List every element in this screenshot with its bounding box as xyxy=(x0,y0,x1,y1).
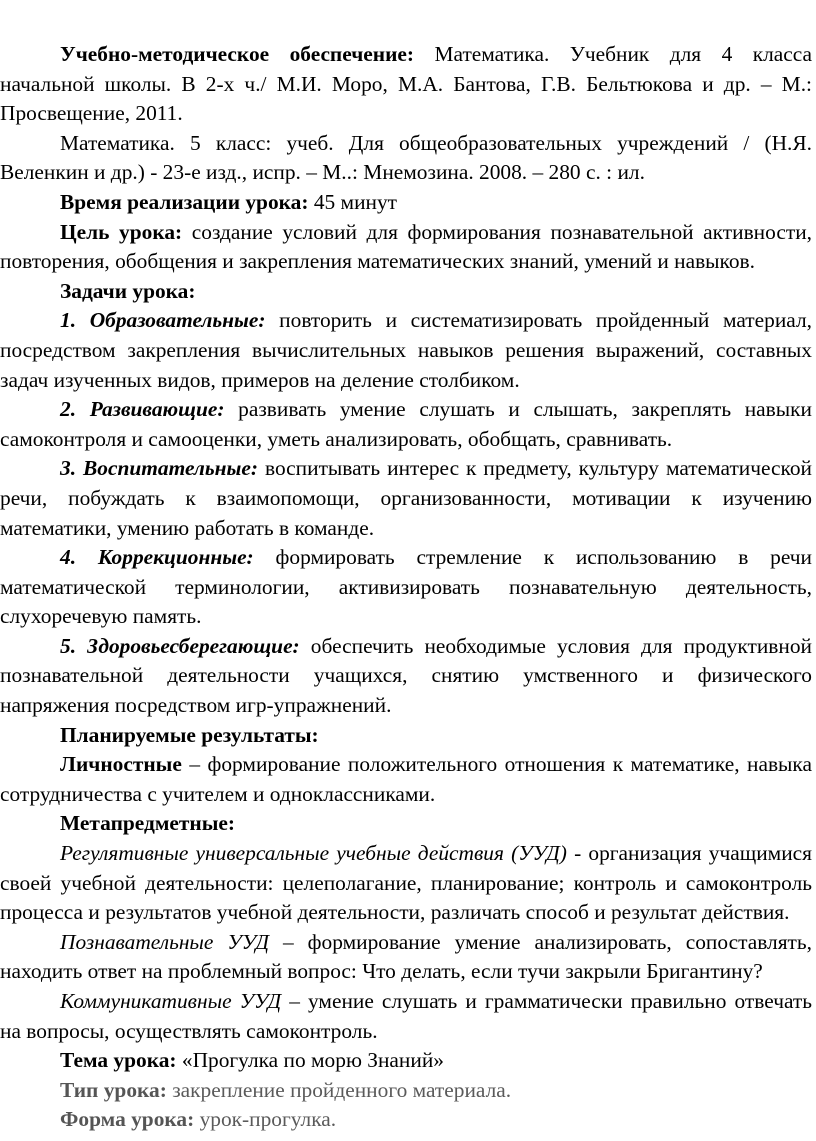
communicative-text: – умение слушать и грамматически правильно отвечать на вопросы, осуществлять самоконтроль. xyxy=(0,989,812,1043)
goal-label: Цель урока: xyxy=(60,219,183,244)
time-paragraph xyxy=(0,188,812,218)
support-text: Математика. Учебник для 4 класса начальной школы. В 2-х ч./ М.И. Моро, М.А. Бантова, Г.В. Бельтюкова и др. – М.: Просвещение, 2011. xyxy=(0,42,812,126)
support-paragraph xyxy=(0,40,812,129)
type-label: Тип урока: xyxy=(60,1077,167,1102)
communicative-label: Коммуникативные УУД xyxy=(60,989,282,1013)
task-item xyxy=(0,306,812,395)
form-paragraph xyxy=(0,1105,812,1135)
task-text: формировать стремление к использованию в речи математической терминологии, активизировать познавательную деятельность, слухоречевую память. xyxy=(0,545,812,629)
regulatory-paragraph xyxy=(0,839,812,928)
task-label: 1. Образовательные: xyxy=(60,308,266,333)
personal-results-paragraph xyxy=(0,750,812,809)
time-label: Время реализации урока: xyxy=(60,189,309,214)
task-label: 2. Развивающие: xyxy=(60,397,225,422)
topic-label: Тема урока: xyxy=(60,1048,177,1073)
regulatory-text: - организация учащимися своей учебной деятельности: целеполагание, планирование; контроль и самоконтроль процесса и результатов учебной деятельности, различать способ и результат действия. xyxy=(0,841,812,925)
support-label: Учебно-методическое обеспечение: xyxy=(60,42,415,66)
task-item xyxy=(0,632,812,721)
topic-value: «Прогулка по морю Знаний» xyxy=(176,1048,444,1073)
task-label: 3. Воспитательные: xyxy=(60,456,259,481)
type-paragraph xyxy=(0,1076,812,1106)
regulatory-label: Регулятивные универсальные учебные действия (УУД) xyxy=(60,841,567,866)
personal-text: – формирование положительного отношения к математике, навыка сотрудничества с учителем и одноклассниками. xyxy=(0,752,812,806)
task-label: 4. Коррекционные: xyxy=(60,545,254,570)
task-text: обеспечить необходимые условия для продуктивной познавательной деятельности учащихся, снятию умственного и физического напряжения посредством игр-упражнений. xyxy=(0,633,812,718)
time-value: 45 минут xyxy=(308,189,398,214)
cognitive-paragraph xyxy=(0,928,812,987)
cognitive-text: – формирование умение анализировать, сопоставлять, находить ответ на проблемный вопрос: Что делать, если тучи закрыли Бригантину? xyxy=(0,929,812,984)
cognitive-label: Познавательные УУД xyxy=(60,929,269,954)
support-paragraph-2 xyxy=(0,129,812,188)
task-item xyxy=(0,543,812,632)
tasks-heading: Задачи урока: xyxy=(60,278,196,303)
task-text: развивать умение слушать и слышать, закреплять навыки самоконтроля и самооценки, уметь анализировать, обобщать, сравнивать. xyxy=(0,397,812,451)
form-label: Форма урока: xyxy=(60,1107,195,1132)
goal-paragraph xyxy=(0,218,812,277)
task-item xyxy=(0,454,812,543)
document-page xyxy=(0,40,812,1135)
goal-text: создание условий для формирования познавательной активности, повторения, обобщения и закрепления математических знаний, умений и навыков. xyxy=(0,219,812,274)
communicative-paragraph xyxy=(0,987,812,1046)
form-value: урок-прогулка. xyxy=(194,1107,337,1132)
task-item xyxy=(0,395,812,454)
meta-heading: Метапредметные: xyxy=(60,811,236,836)
task-text: воспитывать интерес к предмету, культуру математической речи, побуждать к взаимопомощи, организованности, мотивации к изучению математики, умению работать в команде. xyxy=(0,456,812,540)
results-heading: Планируемые результаты: xyxy=(60,722,319,747)
personal-label: Личностные xyxy=(60,752,182,777)
task-label: 5. Здоровьесберегающие: xyxy=(60,633,300,658)
task-text: повторить и систематизировать пройденный материал, посредством закрепления вычислительных навыков решения выражений, составных задач изученных видов, примеров на деление столбиком. xyxy=(0,308,812,392)
type-value: закрепление пройденного материала. xyxy=(166,1077,512,1102)
support-text-2: Математика. 5 класс: учеб. Для общеобразовательных учреждений / (Н.Я. Веленкин и др.) - 23-е изд., испр. – М..: Мнемозина. 2008. – 280 с. : ил. xyxy=(0,130,812,185)
topic-paragraph xyxy=(0,1046,812,1076)
